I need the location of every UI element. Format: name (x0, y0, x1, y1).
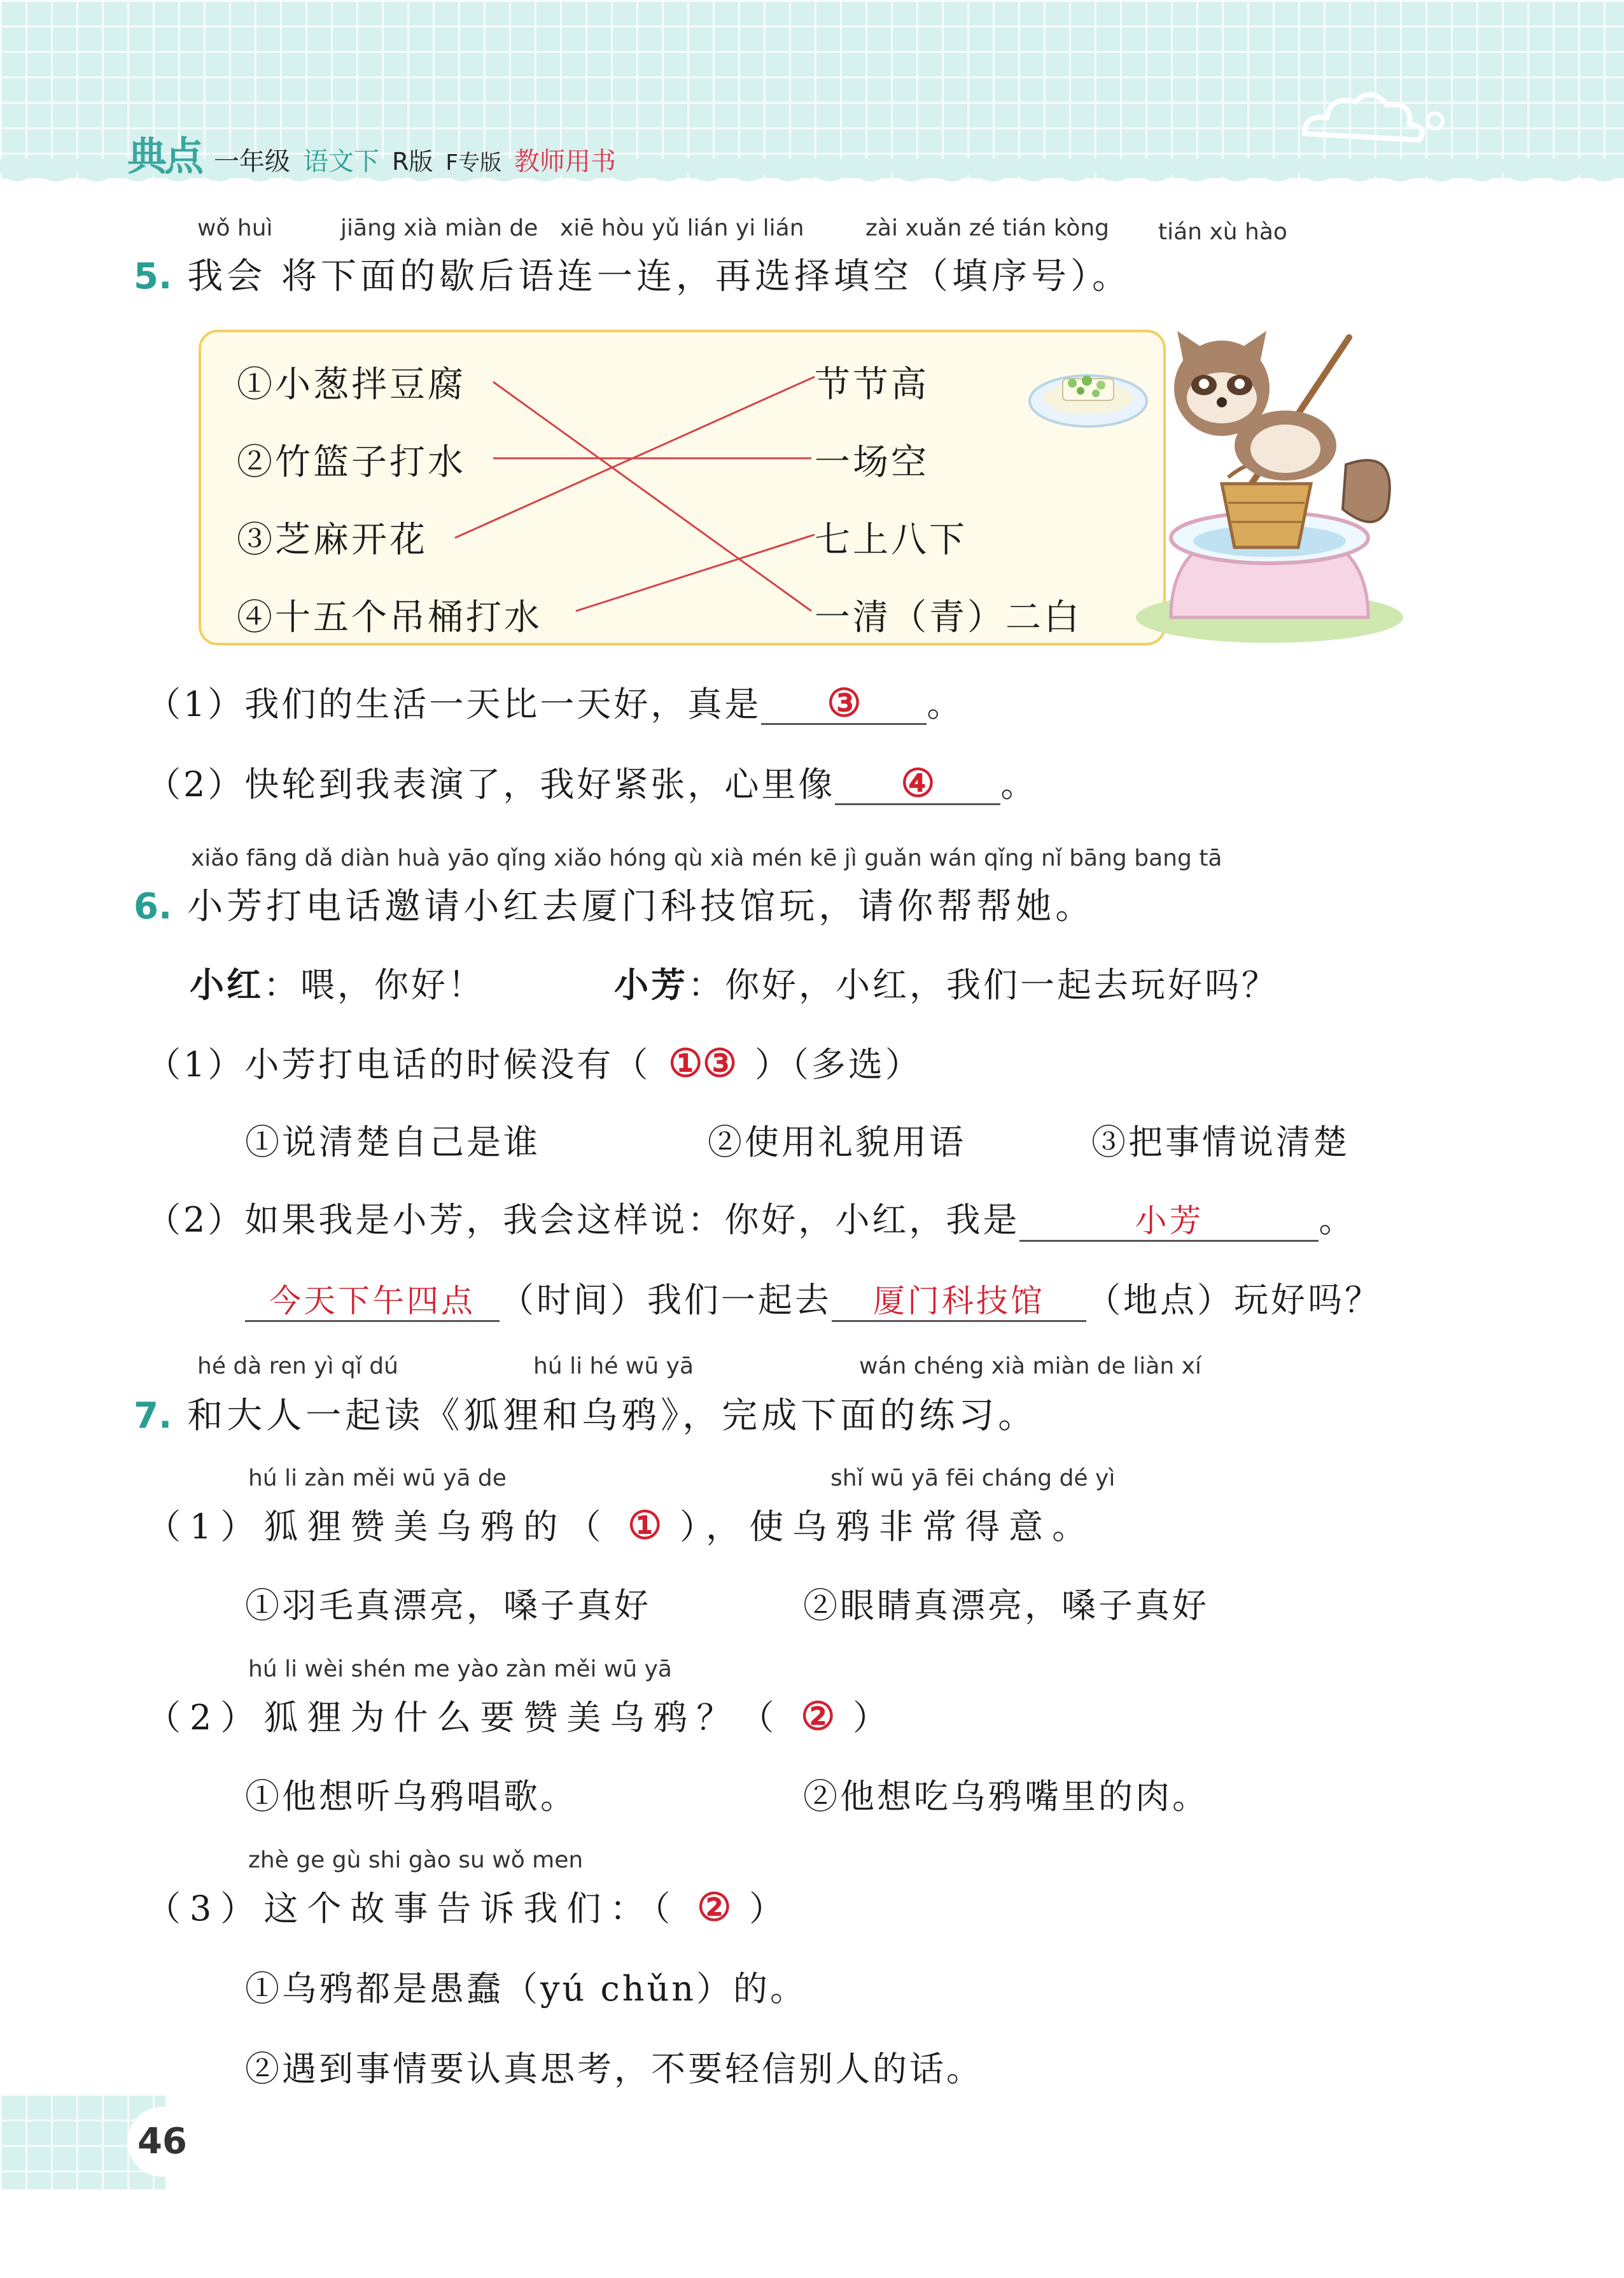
q6-sub2-suffix: 。 (1319, 1200, 1356, 1240)
q5-pinyin-2: jiāng xià miàn de (340, 215, 538, 241)
q7-title (134, 1388, 1037, 1438)
q6-sub2 (146, 1193, 1355, 1242)
q7-sub3-suffix: ） (749, 1888, 793, 1929)
q7-sub1 (146, 1500, 1095, 1549)
q6-sub1-answer: ①③ (668, 1041, 737, 1086)
q6-title-text: 小芳打电话邀请小红去厦门科技馆玩，请你帮帮她。 (187, 886, 1095, 927)
q7-sub1-prefix: （1）狐狸赞美乌鸦的（ (146, 1507, 610, 1547)
q6-time-blank[interactable] (245, 1281, 500, 1322)
q5-sub2-prefix: （2）快轮到我表演了，我好紧张，心里像 (146, 764, 836, 805)
q6-dialog-line2 (614, 958, 1278, 1007)
q7-sub2-option1: ①他想听乌鸦唱歌。 (245, 1776, 577, 1817)
match-left-2: ②竹篮子打水 (237, 442, 466, 483)
q5-sub2-suffix: 。 (1000, 764, 1038, 805)
q7-sub3-option2: ②遇到事情要认真思考，不要轻信别人的话。 (245, 2049, 983, 2089)
q7-sub3-option1: ①乌鸦都是愚蠢（yú chǔn）的。 (245, 1969, 808, 2009)
q5-pinyin-3: xiē hòu yǔ lián yi lián (560, 215, 804, 241)
header-book-type: 教师用书 (514, 147, 616, 176)
q5-sub1-blank[interactable] (761, 681, 927, 726)
match-left-1: ①小葱拌豆腐 (237, 364, 466, 405)
q7-sub2-answer: ② (801, 1694, 836, 1739)
q6-sub2-blank[interactable] (1019, 1200, 1319, 1242)
match-right-4: 一清（青）二白 (815, 597, 1082, 638)
q6-dialog-text1: ：喂，你好！ (263, 965, 485, 1005)
q7-sub2-prefix: （2）狐狸为什么要赞美乌鸦？（ (146, 1698, 783, 1738)
raccoon-well-illustration (1133, 318, 1406, 649)
q5-pinyin-5: tián xù hào (1158, 219, 1287, 245)
q6-sub1-option2: ②使用礼貌用语 (708, 1122, 966, 1162)
q6-place-blank[interactable] (832, 1281, 1086, 1322)
q6-sub2-line2 (245, 1273, 1382, 1322)
q5-sub2-answer: ④ (900, 761, 935, 806)
q6-sub1 (146, 1037, 922, 1086)
q6-title (134, 878, 1095, 929)
q7-sub1-pinyin-1: hú li zàn měi wū yā de (248, 1465, 507, 1491)
match-left-3: ③芝麻开花 (237, 519, 428, 561)
q6-pinyin: xiǎo fāng dǎ diàn huà yāo qǐng xiǎo hóng qù xià mén kē jì guǎn wán qǐng nǐ bāng bang tā (191, 845, 1222, 871)
q7-pinyin-2: hú li hé wū yā (533, 1353, 694, 1379)
q7-number: 7. (134, 1395, 172, 1437)
q6-dialog-line1 (190, 958, 485, 1007)
q5-sub1-suffix: 。 (927, 684, 964, 724)
q7-sub1-option2: ②眼睛真漂亮，嗓子真好 (803, 1585, 1209, 1626)
q6-sub1-prefix: （1）小芳打电话的时候没有（ (146, 1044, 651, 1085)
q7-sub3 (146, 1881, 792, 1930)
q5-number: 5. (134, 256, 172, 297)
header-subject: 语文下 (303, 147, 380, 176)
q5-sub2-blank[interactable] (835, 761, 1000, 806)
page-number: 46 (137, 2121, 187, 2162)
q7-sub1-option1: ①羽毛真漂亮，嗓子真好 (245, 1585, 651, 1626)
header-edition: R版 (392, 148, 433, 176)
q7-sub1-answer: ① (627, 1503, 662, 1548)
q6-sub2-line2-mid: （时间）我们一起去 (500, 1280, 832, 1320)
match-right-3: 七上八下 (815, 519, 967, 561)
q5-title-text: 我会 将下面的歇后语连一连，再选择填空（填序号）。 (187, 256, 1132, 297)
q7-sub2-option2: ②他想吃乌鸦嘴里的肉。 (803, 1776, 1209, 1817)
q7-sub3-pinyin: zhè ge gù shi gào su wǒ men (248, 1847, 584, 1873)
q6-sub1-suffix: ）（多选） (754, 1044, 922, 1085)
q5-sub1-prefix: （1）我们的生活一天比一天好，真是 (146, 684, 762, 724)
q6-number: 6. (134, 886, 172, 927)
q6-sub1-option1: ①说清楚自己是谁 (245, 1122, 540, 1162)
q7-title-text: 和大人一起读《狐狸和乌鸦》，完成下面的练习。 (187, 1395, 1038, 1437)
q6-sub2-answer: 小芳 (1135, 1202, 1204, 1239)
q6-speaker-xiaofang: 小芳 (614, 965, 688, 1005)
q6-sub2-prefix: （2）如果我是小芳，我会这样说：你好，小红，我是 (146, 1200, 1020, 1240)
match-right-2: 一场空 (815, 442, 929, 483)
q7-sub3-prefix: （3）这个故事告诉我们：（ (146, 1888, 680, 1929)
q7-sub1-suffix: ），使乌鸦非常得意。 (680, 1507, 1096, 1547)
q5-sub1 (146, 677, 963, 726)
q6-speaker-xiaohong: 小红 (190, 965, 263, 1005)
header-edition-special: F专版 (445, 150, 501, 176)
q7-sub2-suffix: ） (853, 1698, 897, 1738)
q6-sub2-line2-suffix: （地点）玩好吗？ (1086, 1280, 1382, 1320)
q5-sub1-answer: ③ (827, 681, 862, 726)
q7-sub2 (146, 1691, 896, 1740)
brand-logo: 典点 (127, 133, 202, 179)
q7-pinyin-1: hé dà ren yì qǐ dú (197, 1353, 398, 1379)
header-grade: 一年级 (214, 147, 291, 176)
q7-sub1-pinyin-2: shǐ wū yā fēi cháng dé yì (830, 1465, 1116, 1491)
q6-place-answer: 厦门科技馆 (873, 1283, 1045, 1319)
q5-pinyin-4: zài xuǎn zé tián kòng (865, 215, 1110, 241)
q7-sub3-answer: ② (697, 1885, 732, 1930)
q5-sub2 (146, 757, 1037, 806)
q7-pinyin-3: wán chéng xià miàn de liàn xí (859, 1353, 1201, 1379)
q6-time-answer: 今天下午四点 (269, 1283, 475, 1319)
q7-sub2-pinyin: hú li wèi shén me yào zàn měi wū yā (248, 1656, 672, 1682)
match-left-4: ④十五个吊桶打水 (237, 597, 542, 638)
q6-sub1-option3: ③把事情说清楚 (1091, 1122, 1350, 1162)
q6-dialog-text2: ：你好，小红，我们一起去玩好吗？ (688, 965, 1278, 1005)
match-right-1: 节节高 (815, 364, 929, 405)
q5-pinyin-1: wǒ huì (197, 215, 273, 241)
